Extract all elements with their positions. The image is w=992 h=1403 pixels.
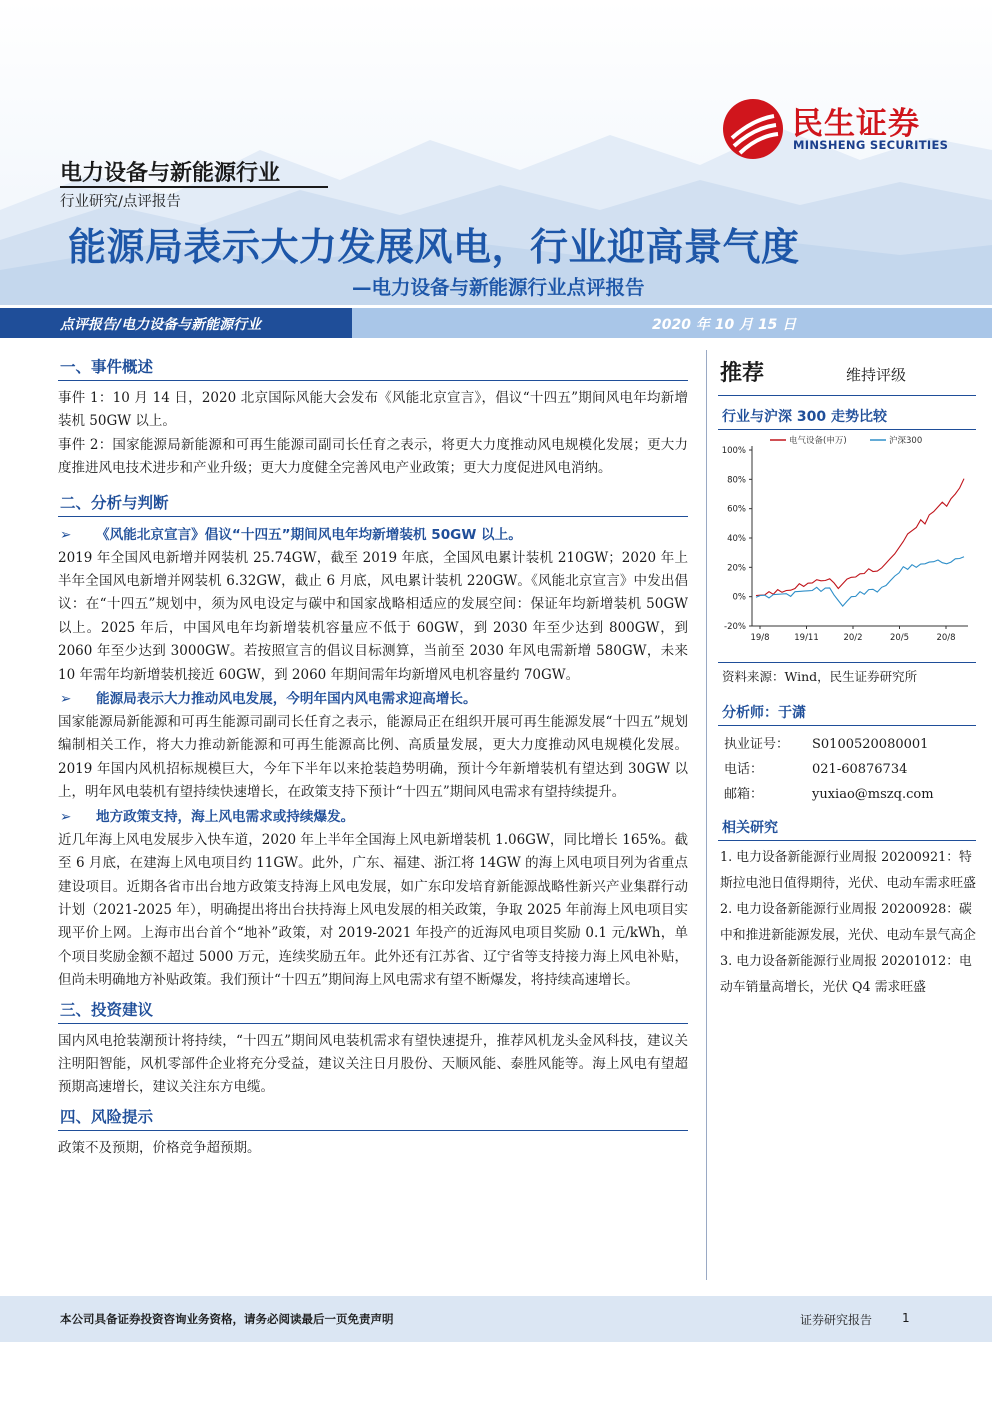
- trend-chart: [718, 430, 976, 662]
- page-number: 1: [902, 1311, 910, 1325]
- chart-x-tick-label: 20/2: [843, 633, 863, 643]
- related-item[interactable]: 1. 电力设备新能源行业周报 20200921：特斯拉电池日值得期待，光伏、电动车需求旺盛: [720, 850, 976, 891]
- related-research-heading: 相关研究: [718, 817, 976, 841]
- section-heading-events: 一、事件概述: [58, 355, 688, 381]
- footer-report-kind: 证券研究报告: [800, 1313, 873, 1327]
- chart-y-tick-label: 40%: [727, 534, 746, 544]
- data-source: 资料来源：Wind，民生证券研究所: [718, 662, 976, 690]
- section-heading-investment: 三、投资建议: [58, 998, 688, 1024]
- bullet-point-1: ➢ 《风能北京宣言》倡议“十四五”期间风电年均新增装机 50GW 以上。: [58, 523, 688, 547]
- chart-x-tick-label: 19/8: [750, 633, 770, 643]
- email-label: 邮箱：: [724, 787, 764, 802]
- paragraph-risk: 政策不及预期，价格竞争超预期。: [58, 1139, 261, 1156]
- chart-heading: 行业与沪深 300 走势比较: [718, 406, 976, 430]
- report-subtitle: —电力设备与新能源行业点评报告: [352, 276, 645, 299]
- phone-row: [718, 757, 976, 782]
- report-title: 能源局表示大力发展风电，行业迎高景气度: [68, 225, 800, 269]
- industry-name: 电力设备与新能源行业: [60, 161, 281, 186]
- rating-row: [718, 352, 976, 396]
- paragraph-analysis-3: 近几年海上风电发展步入快车道，2020 年上半年全国海上风电新增装机 1.06GW，同比增长 165%。截至 6 月底，在建海上风电项目约 11GW。此外，广东、福建、浙江将 14GW 的海上风电项目列为省重点建设项目。近期各省市出台地方政策支持海上风电发展，如广东印发培育新能源战略性新兴产业集群行动计划（2021-2025 年），明确提出将出台扶持海上风电发展的相关政策，争取 2025 年前海上风电项目实现平价上网。上海市出台首个“地补”政策，对 2019-2021 年投产的近海风电项目奖励 0.1 元/kWh，单个项目奖励金额不超过 5000 万元，连续奖励五年。此外还有江苏省、辽宁省等支持接力海上风电补贴，但尚未明确地方补贴政策。我们预计“十四五”期间海上风电需求有望不断爆发，将持续高速增长。: [58, 831, 688, 989]
- analyst-heading: 分析师：于潇: [718, 702, 976, 726]
- company-logo: [722, 98, 962, 162]
- chart-y-tick-label: -20%: [724, 622, 746, 632]
- report-date: 2020 年 10 月 15 日: [652, 317, 797, 333]
- sidebar: [718, 352, 976, 1001]
- column-divider: [706, 350, 707, 1280]
- footer-disclaimer: 本公司具备证券投资咨询业务资格，请务必阅读最后一页免责声明: [60, 1312, 394, 1326]
- phone-label: 电话：: [724, 762, 764, 777]
- cert-value: S0100520080001: [812, 737, 929, 752]
- chart-legend-label: 沪深300: [889, 436, 923, 446]
- chart-y-tick-label: 0%: [732, 592, 746, 603]
- info-band: [0, 308, 992, 338]
- chart-y-tick-label: 80%: [727, 475, 746, 486]
- bullet-point-3: ➢ 地方政策支持，海上风电需求或持续爆发。: [58, 805, 688, 829]
- chart-series-line-hs300: [756, 557, 964, 606]
- cert-label: 执业证号：: [724, 737, 790, 752]
- industry-underline: [60, 186, 328, 188]
- rating-status: 维持评级: [846, 366, 907, 384]
- arrow-bullet-icon: ➢: [60, 691, 72, 708]
- chart-series-line-industry: [756, 479, 964, 596]
- bullet-point-2: ➢ 能源局表示大力推动风电发展，今明年国内风电需求迎高增长。: [58, 687, 688, 711]
- section-heading-risk: 四、风险提示: [58, 1105, 688, 1131]
- paragraph-investment: 国内风电抢装潮预计将持续，“十四五”期间风电装机需求有望快速提升，推荐风机龙头金风科技，建议关注明阳智能，风机零部件企业将充分受益，建议关注日月股份、天顺风能、泰胜风能等。海上风电有望超预期高速增长，建议关注东方电缆。: [58, 1032, 688, 1096]
- cert-row: [718, 732, 976, 757]
- email-value[interactable]: yuxiao@mszq.com: [812, 787, 934, 802]
- band-category: 点评报告/电力设备与新能源行业: [60, 317, 262, 333]
- report-type: 行业研究/点评报告: [60, 194, 181, 210]
- paragraph-event-2: 事件 2：国家能源局新能源和可再生能源司副司长任育之表示，将更大力度推动风电规模化发展；更大力度推进风电技术进步和产业升级；更大力度健全完善风电产业政策；更大力度促进风电消纳。: [58, 436, 688, 477]
- paragraph-analysis-1: 2019 年全国风电新增并网装机 25.74GW，截至 2019 年底，全国风电累计装机 210GW；2020 年上半年全国风电新增并网装机 6.32GW，截止 6 月底，风电累计装机 220GW。《风能北京宣言》中发出倡议：在“十四五”规划中，须为风电设定与碳中和国家战略相适应的发展空间：保证年均新增装机 50GW 以上。2025 年后，中国风电年均新增装机容量应不低于 60GW，到 2030 年至少达到 800GW，到 2060 年至少达到 3000GW。若按照宣言的倡议目标测算，当前至 2030 年风电需新增 580GW，未来 10 年需年均新增装机接近 60GW，到 2060 年期间需年均新增风电机容量约 70GW。: [58, 549, 688, 683]
- chart-x-tick-label: 20/8: [936, 633, 956, 643]
- chart-x-tick-label: 20/5: [889, 633, 910, 643]
- logo-english-name: MINSHENG SECURITIES: [793, 138, 949, 152]
- trend-chart-svg: [718, 430, 976, 662]
- chart-y-tick-label: 100%: [721, 446, 746, 456]
- paragraph-event-1: 事件 1：10 月 14 日，2020 北京国际风能大会发布《风能北京宣言》，倡议“十四五”期间风电年均新增装机 50GW 以上。: [58, 390, 688, 430]
- main-content: [58, 355, 688, 1160]
- arrow-bullet-icon: ➢: [60, 808, 72, 825]
- email-row: [718, 782, 976, 807]
- chart-x-tick-label: 19/11: [794, 633, 819, 643]
- arrow-bullet-icon: ➢: [60, 526, 72, 543]
- logo-chinese-name: 民生证券: [792, 106, 920, 142]
- phone-value: 021-60876734: [812, 762, 908, 777]
- minsheng-logo-icon: [722, 98, 784, 160]
- paragraph-analysis-2: 国家能源局新能源和可再生能源司副司长任育之表示，能源局正在组织开展可再生能源发展“十四五”规划编制相关工作，将大力推动新能源和可再生能源高比例、高质量发展，更大力度推动风电规模化发展。2019 年国内风机招标规模巨大，今年下半年以来抢装趋势明确，预计今年新增装机有望达到 30GW 以上，明年风电装机有望持续快速增长，在政策支持下预计“十四五”期间风电需求有望持续提升。: [58, 714, 688, 801]
- rating: 推荐: [720, 361, 765, 386]
- related-item[interactable]: 2. 电力设备新能源行业周报 20200928：碳中和推进新能源发展，光伏、电动车景气高企: [720, 902, 976, 943]
- chart-y-tick-label: 60%: [727, 504, 746, 515]
- related-item[interactable]: 3. 电力设备新能源行业周报 20201012：电动车销量高增长，光伏 Q4 需求旺盛: [720, 954, 972, 995]
- page-footer: [0, 1296, 992, 1342]
- section-heading-analysis: 二、分析与判断: [58, 491, 688, 517]
- chart-legend-label: 电气设备(申万): [789, 436, 847, 446]
- chart-y-tick-label: 20%: [727, 563, 746, 574]
